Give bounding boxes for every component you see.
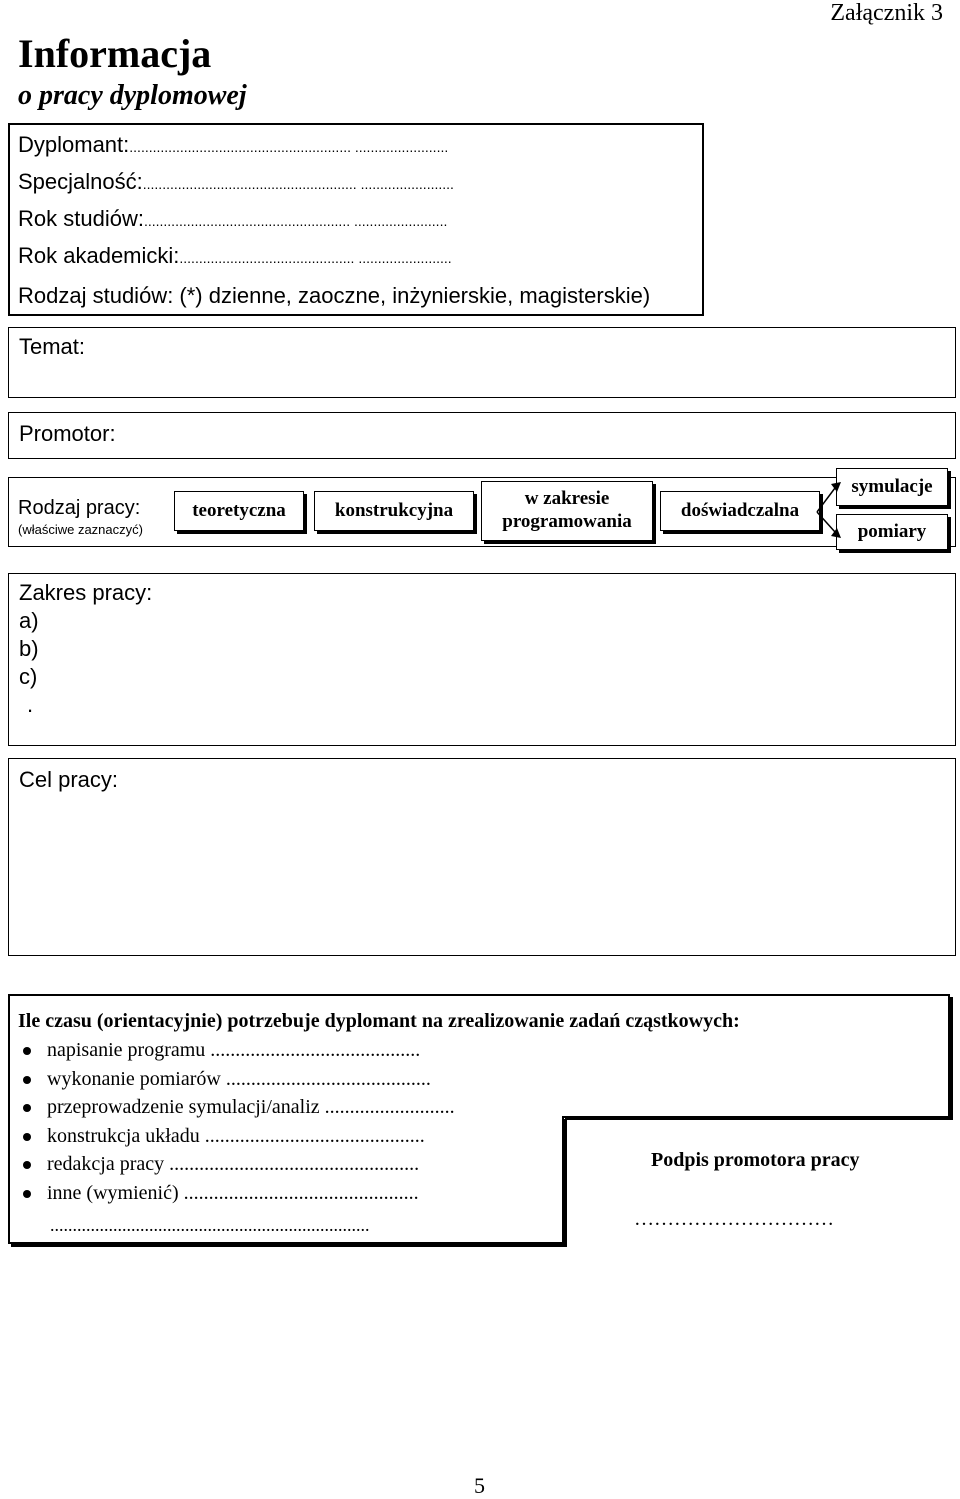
branch-arrows (815, 478, 845, 548)
scope-item: b) (19, 636, 39, 661)
supervisor-label: Promotor: (19, 421, 116, 446)
goal-box[interactable] (8, 758, 956, 956)
time-item[interactable] (19, 1036, 455, 1065)
scope-box[interactable] (8, 573, 956, 746)
bullet-icon (23, 1161, 31, 1169)
supervisor-box[interactable] (8, 412, 956, 459)
signature-line[interactable]: ………………………… (634, 1208, 834, 1230)
signature-label: Podpis promotora pracy (651, 1149, 860, 1171)
field-dots: ..................................................... ........................ (143, 213, 448, 229)
bullet-icon (23, 1104, 31, 1112)
student-row[interactable] (18, 130, 650, 167)
time-item-text: konstrukcja układu ............................................ (47, 1124, 425, 1147)
field-dots: ......................................................... ........................ (129, 139, 449, 155)
option-theoretical[interactable]: teoretyczna (174, 491, 304, 531)
time-box-bottom-right-line (562, 1116, 564, 1244)
work-type-hint: (właściwe zaznaczyć) (18, 522, 143, 537)
scope-label: Zakres pracy: (19, 580, 153, 605)
field-dots: ............................................. ........................ (179, 250, 452, 266)
option-experimental[interactable]: doświadczalna (660, 491, 820, 531)
field-label: Specjalność: (18, 169, 143, 194)
student-row[interactable] (18, 204, 650, 241)
work-type-label: Rodzaj pracy: (18, 497, 141, 519)
time-item-text: przeprowadzenie symulacji/analiz .......................... (47, 1096, 455, 1118)
time-item-text: redakcja pracy .................................................. (47, 1153, 420, 1175)
scope-item: a) (19, 608, 39, 633)
bullet-icon (23, 1190, 31, 1198)
time-heading: Ile czasu (orientacyjnie) potrzebuje dyplomant na zrealizowanie zadań cząstkowych: (18, 1010, 740, 1032)
study-type: Rodzaj studiów: (*) dzienne, zaoczne, inżynierskie, magisterskie) (18, 283, 651, 308)
time-item[interactable] (19, 1122, 455, 1151)
field-dots: ....................................................... ........................ (142, 176, 454, 192)
field-label: Rok akademicki: (18, 243, 180, 268)
topic-box[interactable] (8, 327, 956, 398)
attachment-label: Załącznik 3 (830, 0, 943, 26)
time-item-text: inne (wymienić) ............................................... (47, 1181, 419, 1204)
page-number: 5 (474, 1473, 485, 1498)
field-label: Dyplomant: (18, 132, 130, 157)
field-label: Rok studiów: (18, 206, 144, 231)
option-constructional[interactable]: konstrukcyjna (314, 491, 474, 531)
time-item[interactable] (19, 1093, 455, 1122)
scope-item: c) (19, 664, 38, 689)
time-item-text: napisanie programu .......................................... (47, 1039, 421, 1061)
option-programming[interactable]: w zakresie programowania (481, 481, 653, 541)
time-list (19, 1036, 455, 1207)
option-measurements[interactable]: pomiary (836, 514, 948, 550)
student-row[interactable] (18, 241, 650, 278)
bullet-icon (23, 1133, 31, 1141)
scope-item: . (27, 692, 34, 717)
time-extra-line[interactable]: ....................................................................... (50, 1215, 370, 1235)
bullet-icon (23, 1047, 31, 1055)
student-row[interactable] (18, 167, 650, 204)
goal-label: Cel pracy: (19, 767, 119, 792)
time-box-right-shadow (950, 997, 953, 1118)
time-item[interactable] (19, 1150, 455, 1179)
time-item[interactable] (19, 1065, 455, 1094)
page-title: Informacja (18, 31, 212, 76)
time-item[interactable] (19, 1179, 455, 1208)
bullet-icon (23, 1076, 31, 1084)
scope-content (19, 579, 152, 719)
student-info-rows (18, 130, 650, 315)
topic-label: Temat: (19, 334, 86, 359)
time-box-right-bottom-shadow (565, 1118, 953, 1120)
option-simulations[interactable]: symulacje (836, 468, 948, 506)
time-item-text: wykonanie pomiarów ......................................... (47, 1067, 431, 1090)
page-subtitle: o pracy dyplomowej (18, 80, 247, 111)
